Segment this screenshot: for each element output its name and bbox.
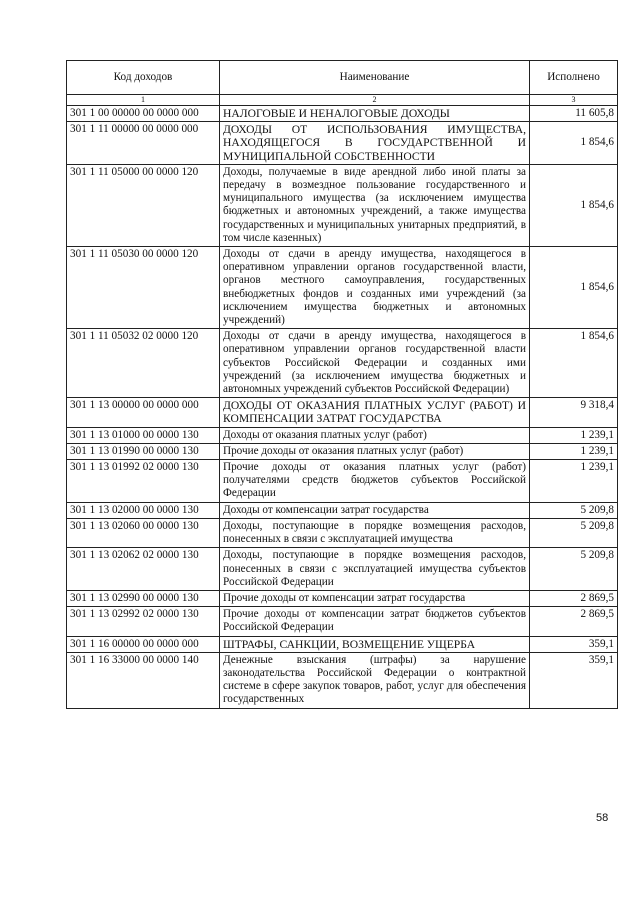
row-value: 1 854,6 <box>530 164 618 246</box>
row-value: 1 854,6 <box>530 122 618 165</box>
row-code: 301 1 13 02060 00 0000 130 <box>67 518 220 547</box>
row-value: 1 239,1 <box>530 443 618 459</box>
table-row <box>67 164 618 246</box>
table-row <box>67 329 618 398</box>
row-code: 301 1 13 01992 02 0000 130 <box>67 460 220 503</box>
column-number-row <box>67 95 618 106</box>
row-code: 301 1 13 01000 00 0000 130 <box>67 427 220 443</box>
row-name: Доходы от сдачи в аренду имущества, находящегося в оперативном управлении органов государственной власти субъектов Российской Федерации и созданных ими учреждений (за исключением имущества бюджетных и автономных учреждений субъектов Российской Федерации) <box>220 329 530 398</box>
table-row <box>67 502 618 518</box>
column-number: 1 <box>67 95 220 106</box>
revenue-table <box>66 60 618 709</box>
row-name: Прочие доходы от компенсации затрат бюджетов субъектов Российской Федерации <box>220 607 530 636</box>
row-code: 301 1 13 02062 02 0000 130 <box>67 548 220 591</box>
table-row <box>67 518 618 547</box>
table-row <box>67 427 618 443</box>
row-code: 301 1 13 02000 00 0000 130 <box>67 502 220 518</box>
row-value: 2 869,5 <box>530 607 618 636</box>
table-row <box>67 548 618 591</box>
row-code: 301 1 00 00000 00 0000 000 <box>67 106 220 122</box>
row-value: 5 209,8 <box>530 548 618 591</box>
row-name: Денежные взыскания (штрафы) за нарушение законодательства Российской Федерации о контрактной системе в сфере закупок товаров, работ, услуг для обеспечения государственных <box>220 652 530 708</box>
row-name: Прочие доходы от оказания платных услуг (работ) получателями средств бюджетов субъектов Российской Федерации <box>220 460 530 503</box>
row-name: Прочие доходы от оказания платных услуг (работ) <box>220 443 530 459</box>
table-row <box>67 652 618 708</box>
row-code: 301 1 13 01990 00 0000 130 <box>67 443 220 459</box>
column-number: 3 <box>530 95 618 106</box>
row-name: Доходы от сдачи в аренду имущества, находящегося в оперативном управлении органов государственной власти, органов местного самоуправления, государственных внебюджетных фондов и созданных ими учреждений (за исключением имущества бюджетных и автономных учреждений) <box>220 247 530 329</box>
row-name: ДОХОДЫ ОТ ОКАЗАНИЯ ПЛАТНЫХ УСЛУГ (РАБОТ) И КОМПЕНСАЦИИ ЗАТРАТ ГОСУДАРСТВА <box>220 398 530 427</box>
table-row <box>67 247 618 329</box>
row-code: 301 1 11 05000 00 0000 120 <box>67 164 220 246</box>
row-code: 301 1 13 02990 00 0000 130 <box>67 590 220 606</box>
row-code: 301 1 13 02992 02 0000 130 <box>67 607 220 636</box>
row-value: 5 209,8 <box>530 502 618 518</box>
header-name: Наименование <box>220 61 530 95</box>
header-code: Код доходов <box>67 61 220 95</box>
table-row <box>67 590 618 606</box>
column-number: 2 <box>220 95 530 106</box>
row-name: Доходы от оказания платных услуг (работ) <box>220 427 530 443</box>
row-value: 9 318,4 <box>530 398 618 427</box>
page-number: 58 <box>596 812 609 824</box>
row-value: 1 854,6 <box>530 329 618 398</box>
row-code: 301 1 16 33000 00 0000 140 <box>67 652 220 708</box>
table-row <box>67 607 618 636</box>
table-row <box>67 106 618 122</box>
row-code: 301 1 11 05032 02 0000 120 <box>67 329 220 398</box>
row-code: 301 1 11 00000 00 0000 000 <box>67 122 220 165</box>
row-name: ШТРАФЫ, САНКЦИИ, ВОЗМЕЩЕНИЕ УЩЕРБА <box>220 636 530 652</box>
row-name: Доходы, получаемые в виде арендной либо иной платы за передачу в возмездное пользование государственного и муниципального имущества (за исключением имущества бюджетных и автономных учреждений, а также имущества государственных и муниципальных унитарных предприятий, в том числе казенных) <box>220 164 530 246</box>
row-name: Доходы, поступающие в порядке возмещения расходов, понесенных в связи с эксплуатацией имущества субъектов Российской Федерации <box>220 548 530 591</box>
table-row <box>67 398 618 427</box>
table-row <box>67 122 618 165</box>
row-name: Прочие доходы от компенсации затрат государства <box>220 590 530 606</box>
row-value: 359,1 <box>530 636 618 652</box>
table-row <box>67 443 618 459</box>
row-name: Доходы, поступающие в порядке возмещения расходов, понесенных в связи с эксплуатацией имущества <box>220 518 530 547</box>
row-value: 11 605,8 <box>530 106 618 122</box>
table-row <box>67 460 618 503</box>
row-value: 1 239,1 <box>530 427 618 443</box>
row-value: 1 239,1 <box>530 460 618 503</box>
row-value: 359,1 <box>530 652 618 708</box>
row-code: 301 1 11 05030 00 0000 120 <box>67 247 220 329</box>
row-name: ДОХОДЫ ОТ ИСПОЛЬЗОВАНИЯ ИМУЩЕСТВА, НАХОДЯЩЕГОСЯ В ГОСУДАРСТВЕННОЙ И МУНИЦИПАЛЬНОЙ СОБСТВЕННОСТИ <box>220 122 530 165</box>
row-value: 1 854,6 <box>530 247 618 329</box>
row-code: 301 1 13 00000 00 0000 000 <box>67 398 220 427</box>
row-value: 2 869,5 <box>530 590 618 606</box>
row-value: 5 209,8 <box>530 518 618 547</box>
header-value: Исполнено <box>530 61 618 95</box>
row-name: Доходы от компенсации затрат государства <box>220 502 530 518</box>
table-header-row <box>67 61 618 95</box>
table-row <box>67 636 618 652</box>
row-code: 301 1 16 00000 00 0000 000 <box>67 636 220 652</box>
row-name: НАЛОГОВЫЕ И НЕНАЛОГОВЫЕ ДОХОДЫ <box>220 106 530 122</box>
